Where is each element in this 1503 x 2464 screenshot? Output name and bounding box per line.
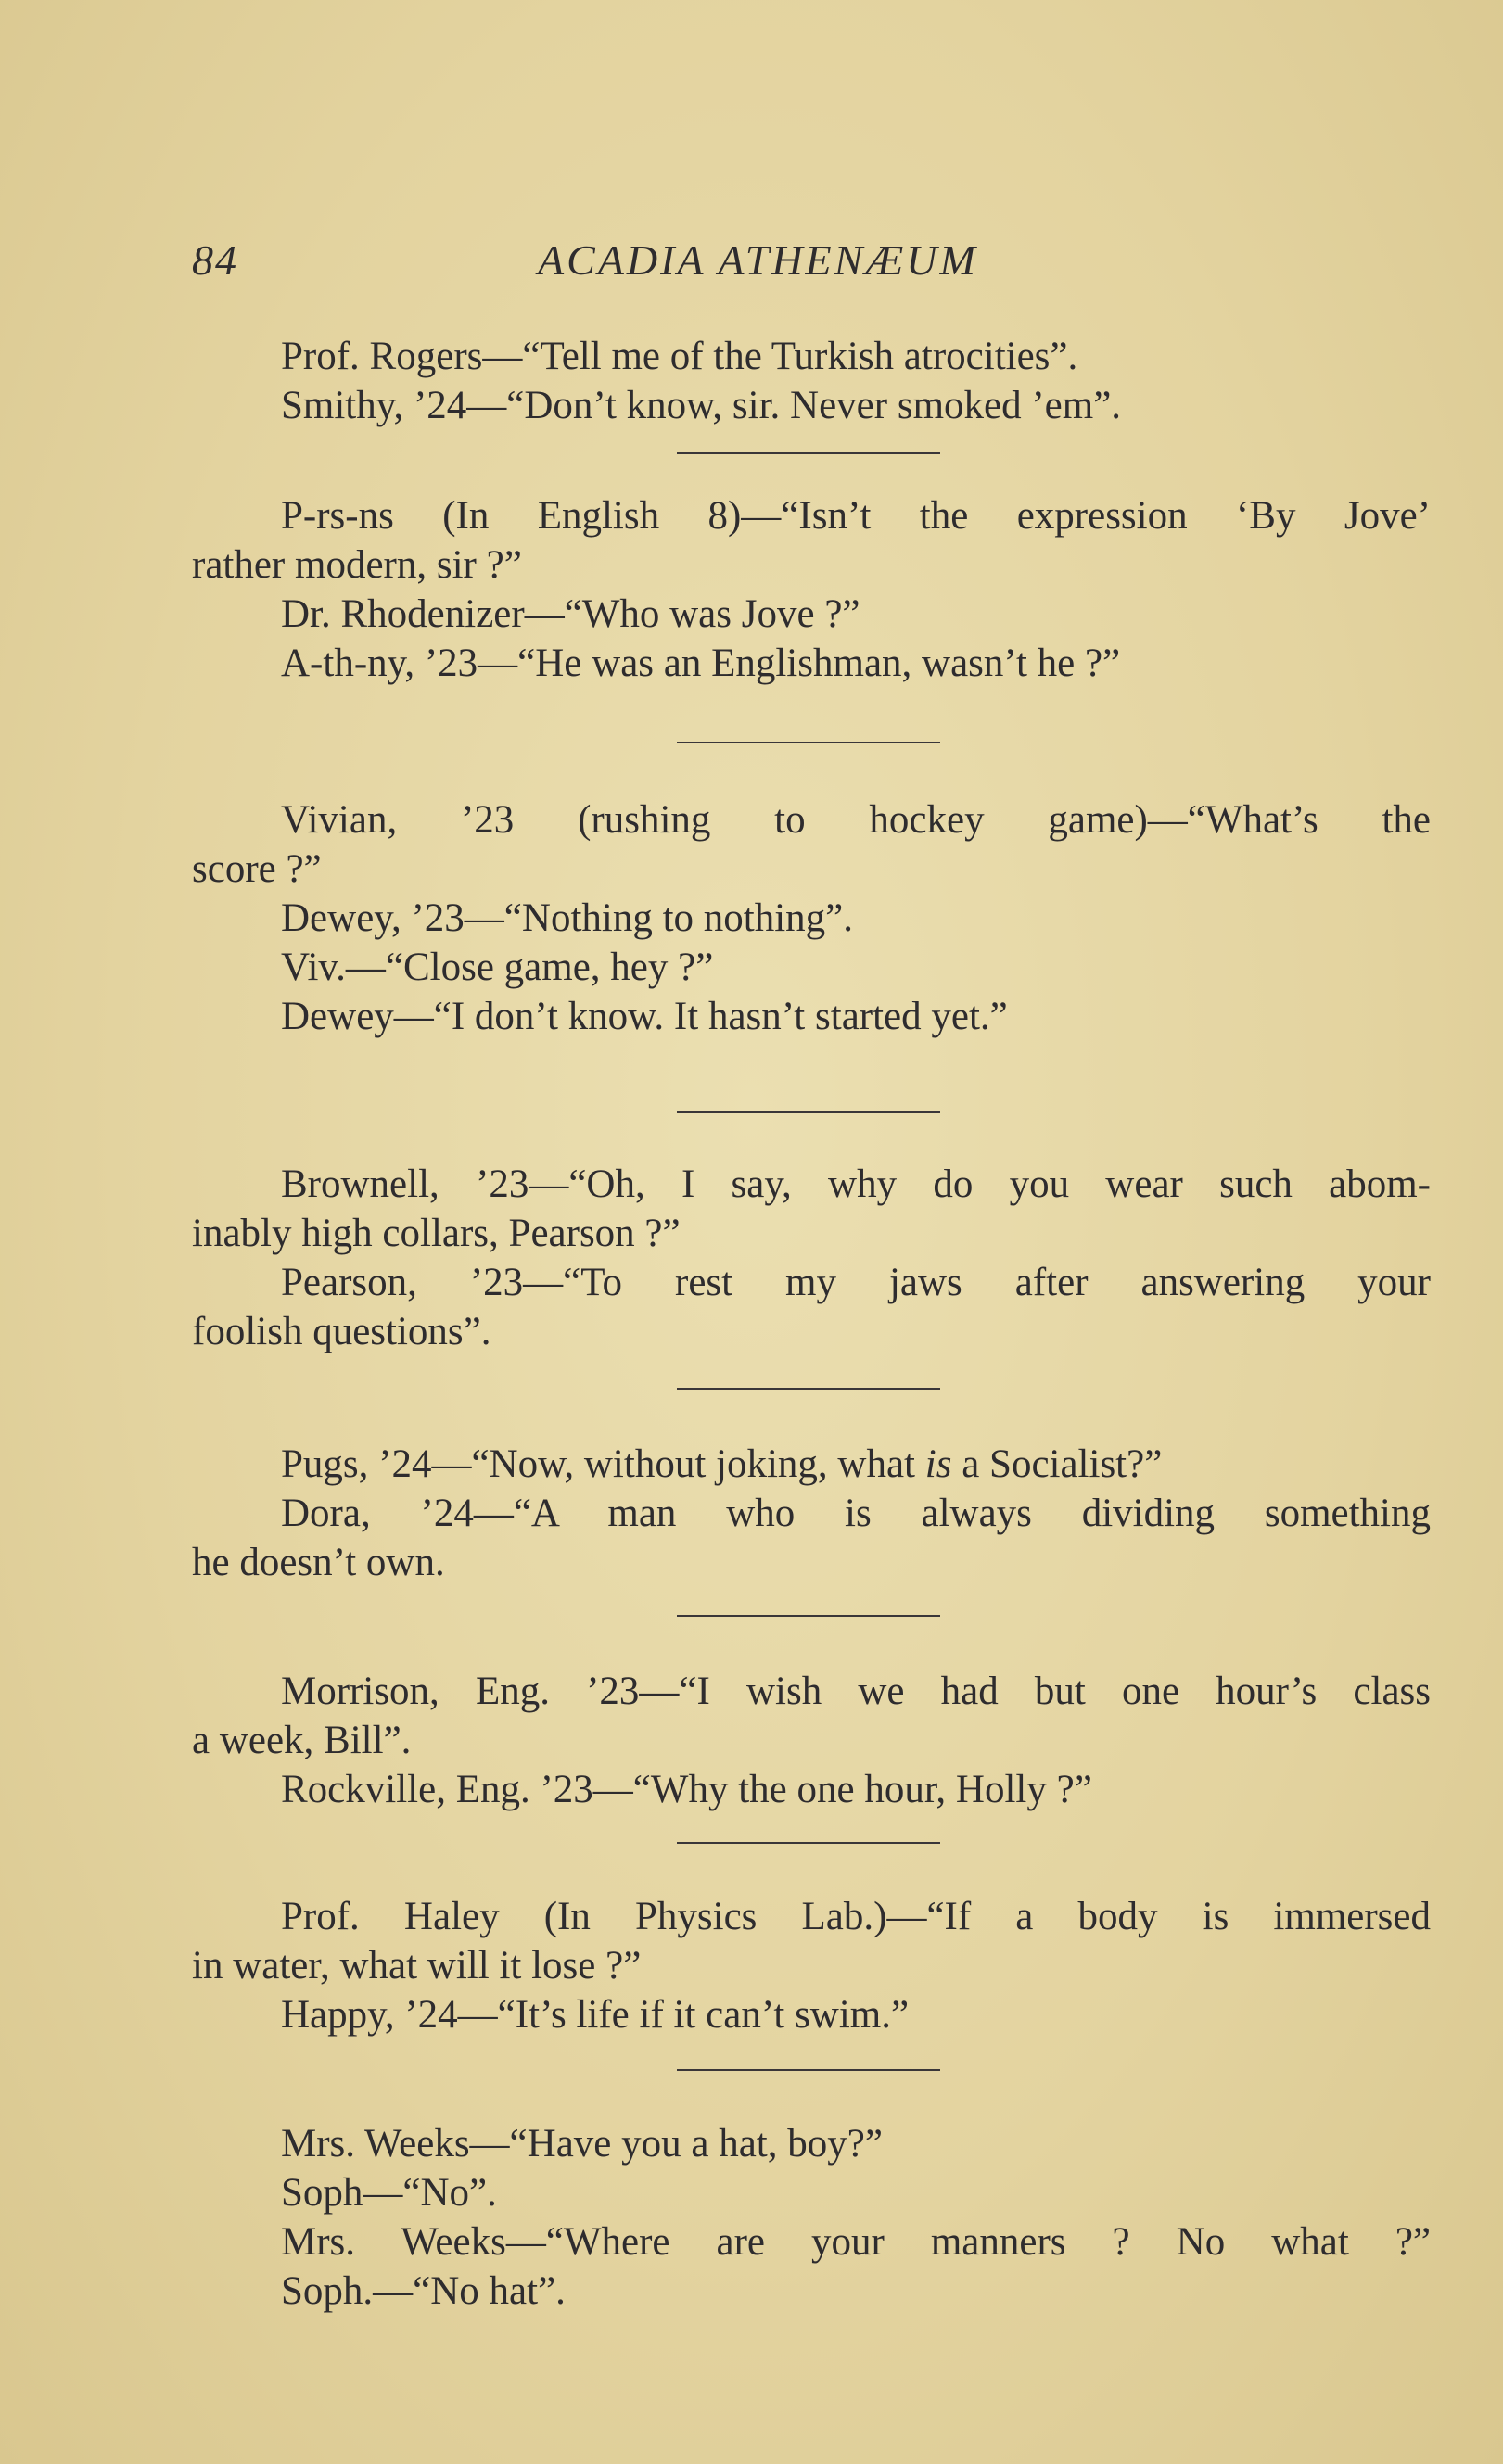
joke-5 [192,1440,1431,1587]
emphasized-word: is [924,1442,952,1486]
joke-line-part: a Socialist?” [951,1442,1163,1486]
joke-2 [192,491,1431,688]
joke-line [192,1440,1431,1489]
joke-line: Soph—“No”. [281,2171,497,2215]
joke-line: Mrs. Weeks—“Where are your manners ? No what ?” [281,2220,1431,2264]
joke-line: Mrs. Weeks—“Have you a hat, boy?” [281,2122,883,2166]
joke-line: in water, what will it lose ?” [192,1944,642,1988]
section-divider [677,1111,940,1113]
joke-line: Prof. Haley (In Physics Lab.)—“If a body is immersed [281,1895,1431,1938]
joke-3 [192,795,1431,1041]
joke-line: foolish questions”. [192,1310,491,1353]
joke-line: Brownell, ’23—“Oh, I say, why do you wear such abom- [281,1162,1431,1206]
joke-line: Viv.—“Close game, hey ?” [281,946,714,989]
joke-4 [192,1160,1431,1356]
joke-7 [192,1892,1431,2039]
joke-6 [192,1667,1431,1814]
section-divider [677,452,940,454]
journal-title: ACADIA ATHENÆUM [538,236,978,284]
section-divider [677,2069,940,2071]
joke-line: Dewey—“I don’t know. It hasn’t started yet.” [281,995,1008,1038]
joke-8 [192,2119,1431,2316]
joke-line: Soph.—“No hat”. [281,2269,566,2313]
joke-line: inably high collars, Pearson ?” [192,1212,681,1255]
page-number: 84 [192,236,238,284]
joke-line: A-th-ny, ’23—“He was an Englishman, wasn’t he ?” [281,641,1121,685]
joke-line: he doesn’t own. [192,1541,445,1584]
joke-1 [192,332,1431,430]
joke-line: a week, Bill”. [192,1719,412,1762]
joke-line: Dr. Rhodenizer—“Who was Jove ?” [281,592,860,636]
joke-line-part: Pugs, ’24—“Now, without joking, what [281,1442,925,1486]
running-head [192,232,1431,297]
section-divider [677,1842,940,1844]
joke-line: Happy, ’24—“It’s life if it can’t swim.” [281,1993,910,2037]
joke-line: Rockville, Eng. ’23—“Why the one hour, Holly ?” [281,1768,1092,1811]
joke-line: Prof. Rogers—“Tell me of the Turkish atrocities”. [281,335,1078,378]
jokes-column [192,332,1431,2316]
joke-line: Pearson, ’23—“To rest my jaws after answering your [281,1261,1431,1304]
joke-line: Dewey, ’23—“Nothing to nothing”. [281,896,854,940]
joke-line: Smithy, ’24—“Don’t know, sir. Never smoked ’em”. [281,384,1122,427]
joke-line: Morrison, Eng. ’23—“I wish we had but one hour’s class [281,1670,1431,1713]
page [192,232,1431,2316]
section-divider [677,1388,940,1390]
joke-line: P-rs-ns (In English 8)—“Isn’t the expression ‘By Jove’ [281,494,1431,538]
section-divider [677,742,940,743]
joke-line: Vivian, ’23 (rushing to hockey game)—“What’s the [281,798,1431,842]
joke-line: Dora, ’24—“A man who is always dividing something [281,1492,1431,1535]
joke-line: rather modern, sir ?” [192,543,522,587]
joke-line: score ?” [192,847,322,891]
section-divider [677,1615,940,1617]
